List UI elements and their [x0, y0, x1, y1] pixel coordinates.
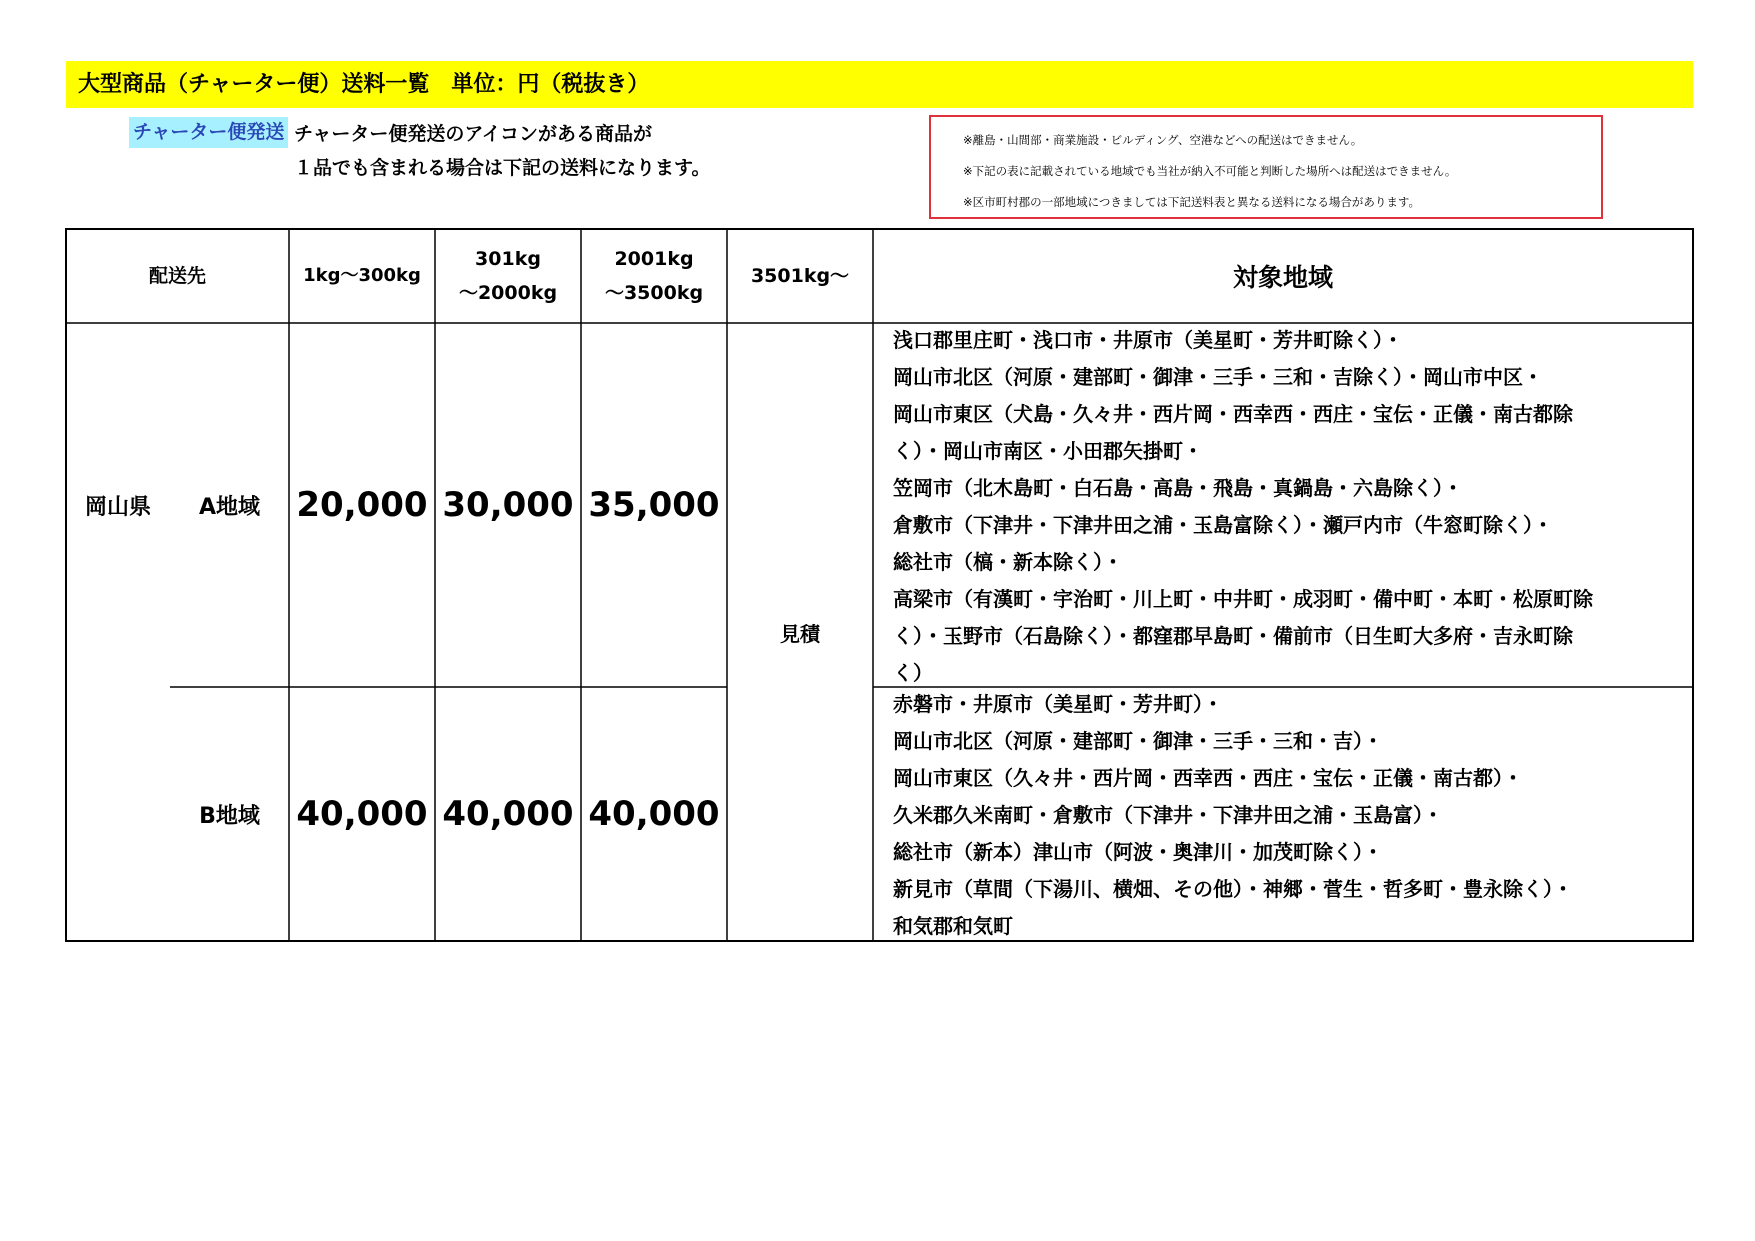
header-weight-2-line-2: ～2000kg: [458, 282, 558, 304]
zone-a-price-1: 20,000: [296, 485, 428, 525]
zone-a-areas: [893, 322, 1593, 692]
zone-b-area-line: 久米郡久米南町・倉敷市（下津井・下津井田之浦・玉島富）・: [893, 803, 1443, 827]
prefecture-label: 岡山県: [84, 494, 151, 520]
zone-a-area-line: く）: [893, 661, 933, 685]
zone-b-area-line: 総社市（新本）津山市（阿波・奥津川・加茂町除く）・: [893, 840, 1383, 864]
charter-badge: チャーター便発送: [129, 117, 288, 148]
zone-a-area-line: 高梁市（有漢町・宇治町・川上町・中井町・成羽町・備中町・本町・松原町除: [893, 587, 1593, 611]
header-destination: 配送先: [148, 265, 206, 287]
notice-line-3: ※区市町村郡の一部地域につきましては下記送料表と異なる送料になる場合があります。: [963, 195, 1420, 209]
zone-a-area-line: 浅口郡里庄町・浅口市・井原市（美星町・芳井町除く）・: [893, 328, 1403, 352]
zone-a-area-line: 笠岡市（北木島町・白石島・高島・飛島・真鍋島・六島除く）・: [893, 476, 1463, 500]
zone-a-area-line: く）・玉野市（石島除く）・都窪郡早島町・備前市（日生町大多府・吉永町除: [893, 624, 1573, 648]
zone-b-price-2: 40,000: [442, 794, 574, 834]
zone-a-price-2: 30,000: [442, 485, 574, 525]
notice-line-2: ※下記の表に記載されている地域でも当社が納入不可能と判断した場所へは配送はできません。: [963, 164, 1457, 178]
zone-b-label: B地域: [199, 803, 260, 829]
description-line-1: チャーター便発送のアイコンがある商品が: [294, 123, 652, 145]
header-weight-2: [435, 229, 581, 323]
zone-a-area-line: 岡山市東区（犬島・久々井・西片岡・西幸西・西庄・宝伝・正儀・南古都除: [893, 402, 1573, 426]
zone-b-area-line: 岡山市東区（久々井・西片岡・西幸西・西庄・宝伝・正儀・南古都）・: [893, 766, 1523, 790]
zone-b-price-3: 40,000: [588, 794, 720, 834]
zone-a-price-3: 35,000: [588, 485, 720, 525]
zone-b-area-line: 岡山市北区（河原・建部町・御津・三手・三和・吉）・: [893, 729, 1383, 753]
description-line-2: １品でも含まれる場合は下記の送料になります。: [294, 157, 711, 179]
header-weight-2-line-1: 301kg: [475, 248, 541, 270]
zone-b-area-line: 新見市（草間（下湯川、横畑、その他）・神郷・菅生・哲多町・豊永除く）・: [893, 877, 1573, 901]
zone-a-area-line: く）・岡山市南区・小田郡矢掛町・: [893, 439, 1203, 463]
header-weight-1: 1kg～300kg: [303, 265, 421, 286]
zone-b-areas: [893, 686, 1573, 945]
header-weight-3-line-1: 2001kg: [614, 248, 694, 270]
notice-line-1: ※離島・山間部・商業施設・ビルディング、空港などへの配送はできません。: [963, 133, 1363, 147]
zone-b-area-line: 和気郡和気町: [893, 914, 1013, 938]
zone-a-area-line: 岡山市北区（河原・建部町・御津・三手・三和・吉除く）・岡山市中区・: [893, 365, 1543, 389]
zone-a-area-line: 総社市（槁・新本除く）・: [893, 550, 1123, 574]
page-title: 大型商品（チャーター便）送料一覧 単位：円（税抜き）: [66, 61, 1693, 108]
zone-a-label: A地域: [198, 494, 261, 520]
header-weight-3: [581, 229, 727, 323]
header-weight-3-line-2: ～3500kg: [604, 282, 704, 304]
header-areas: 対象地域: [1232, 263, 1333, 292]
zone-b-area-line: 赤磐市・井原市（美星町・芳井町）・: [893, 692, 1223, 716]
zone-b-price-1: 40,000: [296, 794, 428, 834]
header-weight-4: 3501kg～: [750, 265, 850, 287]
estimate-cell: 見積: [780, 621, 820, 646]
zone-a-area-line: 倉敷市（下津井・下津井田之浦・玉島富除く）・瀬戸内市（牛窓町除く）・: [893, 513, 1553, 537]
